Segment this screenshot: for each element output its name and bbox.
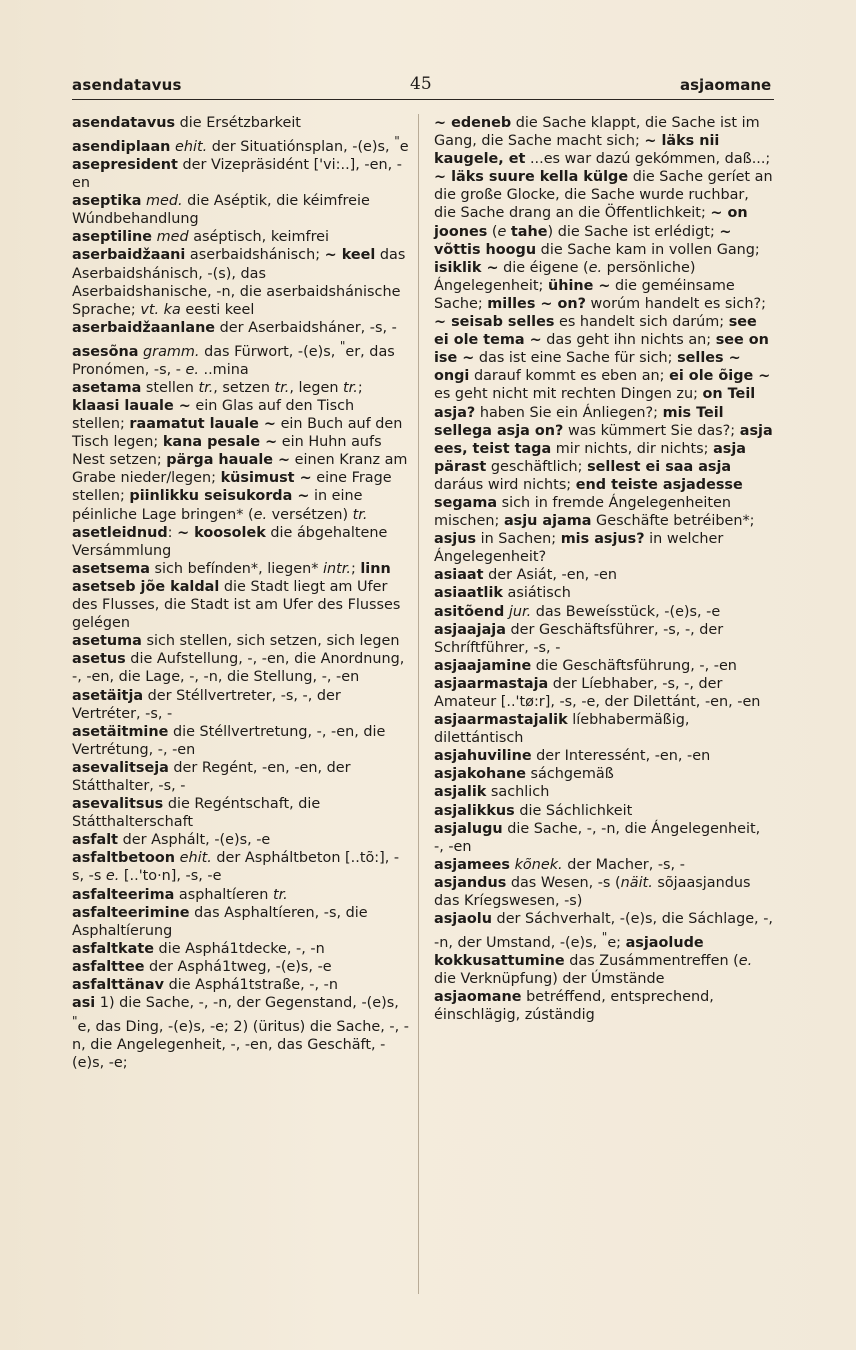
entry-headword: asfaltbetoon [72, 850, 176, 867]
entry-headword: asetus [72, 651, 126, 668]
entry-definition: der Asiát, -en, -en [483, 567, 618, 584]
entry-definition: 1) die Sache, -, -n, der Gegenstand, -(e)s, "e, das Ding, -(e)s, -e; 2) (üritus) die Sache, -, -n, die Angelegenheit, -, -en, das Geschäft, -(e)s, -e; [72, 995, 409, 1072]
column-divider [418, 114, 419, 1294]
entry-headword: asetama [72, 379, 142, 396]
dictionary-entry [434, 675, 774, 711]
dictionary-entry [72, 246, 410, 318]
entry-headword: asjalugu [434, 820, 503, 837]
entry-definition: die Asphá1tdecke, -, -n [153, 940, 325, 957]
entry-definition: med aséptisch, keimfrei [156, 229, 330, 246]
entry-definition: ehit. der Aspháltbeton [..tõ:], -s, -s e. [..'to·n], -s, -e [72, 850, 400, 885]
entry-definition: stellen tr., setzen tr., legen tr.; klaasi lauale ~ ein Glas auf den Tisch stellen; raamatut lauale ~ ein Buch auf den Tisch legen; kana pesale ~ ein Huhn aufs Nest setzen; pärga hauale ~ einen Kranz am Grabe nieder/legen; küsimust ~ eine Frage stellen; piinlikku seisukorda ~ in eine péinliche Lage bringen* (e. versétzen) tr. [72, 379, 408, 523]
entry-definition: der Asphá1tweg, -(e)s, -e [144, 958, 332, 975]
entry-definition: : ~ koosolek die ábgehaltene Versámmlung [72, 524, 388, 559]
dictionary-entry [72, 831, 410, 849]
dictionary-entry [72, 904, 410, 940]
entry-definition: kõnek. der Macher, -s, - [514, 856, 685, 873]
entry-definition: der Líebhaber, -s, -, der Amateur [..'tø:r], -s, -e, der Dilettánt, -en, -en [434, 675, 761, 710]
right-column [434, 114, 774, 1024]
entry-definition: die Sáchlichkeit [514, 802, 633, 819]
entry-definition: die Stéllvertretung, -, -en, die Vertrétung, -, -en [72, 723, 386, 758]
dictionary-entry [72, 976, 410, 994]
entry-definition: líebhabermäßig, dilettántisch [434, 712, 690, 747]
entry-headword: asendiplaan [72, 138, 171, 155]
entry-definition: der Asphált, -(e)s, -e [118, 832, 271, 849]
dictionary-entry [72, 319, 410, 337]
entry-definition: der Regént, -en, -en, der Státthalter, -s, - [72, 759, 351, 794]
left-column [72, 114, 410, 1072]
entry-definition: asiátisch [502, 585, 571, 602]
entry-headword: asiaat [434, 567, 484, 584]
entry-headword: asesõna [72, 343, 139, 360]
dictionary-entry [434, 657, 774, 675]
entry-definition: die Regéntschaft, die Státthalterschaft [72, 796, 321, 831]
entry-headword: asetleidnud [72, 524, 168, 541]
entry-definition: die Sache, -, -n, die Ángelegenheit, -, -en [434, 820, 761, 855]
dictionary-entry [72, 994, 410, 1072]
entry-headword: aseptika [72, 193, 142, 210]
entry-headword: asjalik [434, 784, 487, 801]
entry-definition: sich stellen, sich setzen, sich legen [141, 633, 400, 650]
dictionary-entry [72, 114, 410, 132]
entry-definition: die Geschäftsführung, -, -en [531, 657, 737, 674]
dictionary-entry [434, 856, 774, 874]
entry-definition: sachlich [486, 784, 550, 801]
entry-headword: asjahuviline [434, 748, 532, 765]
entry-headword: asjandus [434, 874, 507, 891]
dictionary-entry [434, 711, 774, 747]
entry-headword: asjaajaja [434, 621, 506, 638]
running-head-left: asendatavus [72, 76, 182, 94]
entry-headword: asjaajamine [434, 657, 532, 674]
entry-headword: asfalt [72, 832, 119, 849]
entry-definition: med. die Aséptik, die kéimfreie Wúndbehandlung [72, 193, 370, 228]
entry-definition: der Stéllvertreter, -s, -, der Vertréter, -s, - [72, 687, 341, 722]
entry-headword: asjaarmastajalik [434, 712, 568, 729]
dictionary-entry [72, 156, 410, 192]
entry-headword: asjaolu [434, 911, 492, 928]
header-rule [72, 99, 774, 100]
entry-headword: asjakohane [434, 766, 526, 783]
entry-definition: sich befínden*, liegen* intr.; linn asetseb jõe kaldal die Stadt liegt am Ufer des Flusses, die Stadt ist am Ufer des Flusses gelégen [72, 560, 401, 632]
entry-definition: die Ersétzbarkeit [175, 115, 301, 131]
dictionary-entry [72, 687, 410, 723]
entry-headword: asjamees [434, 856, 511, 873]
dictionary-entry [434, 584, 774, 602]
entry-headword: asetuma [72, 633, 142, 650]
entry-definition: der Vizepräsidént ['vi:..], -en, -en [72, 156, 402, 192]
entry-headword: asjaarmastaja [434, 675, 549, 692]
dictionary-entry [434, 820, 774, 856]
dictionary-entry [72, 886, 410, 904]
entry-definition: jur. das Beweísstück, -(e)s, -e [508, 603, 721, 620]
entry-definition: ehit. der Situatiónsplan, -(e)s, "e [175, 134, 409, 155]
dictionary-entry [72, 759, 410, 795]
entry-headword: asevalitsus [72, 796, 164, 813]
entry-definition: gramm. das Fürwort, -(e)s, "er, das Pronómen, -s, - e. ..mina [72, 338, 395, 378]
entry-definition: die Aufstellung, -, -en, die Anordnung, -, -en, die Lage, -, -n, die Stellung, -, -en [72, 651, 405, 686]
dictionary-entry [72, 379, 410, 524]
dictionary-entry [434, 566, 774, 584]
entry-definition: der Aserbaidsháner, -s, - [215, 319, 397, 336]
entry-headword: asi [72, 995, 96, 1012]
dictionary-entry [72, 723, 410, 759]
entry-definition: sáchgemäß [525, 766, 614, 783]
dictionary-entry [72, 524, 410, 560]
entry-definition: der Sáchverhalt, -(e)s, die Sáchlage, -, -n, der Umstand, -(e)s, "e; asjaolude kokkusattumine das Zusámmentreffen (e. die Verknüpfung) der Úmstände [434, 911, 773, 988]
entry-headword: asepresident [72, 156, 178, 173]
dictionary-entry [72, 849, 410, 885]
entry-headword: aserbaidžaani [72, 247, 186, 264]
dictionary-entry [434, 621, 774, 657]
dictionary-entry [434, 910, 774, 988]
entry-headword: asjalikkus [434, 802, 515, 819]
entry-headword: asetäitmine [72, 723, 169, 740]
dictionary-entry [434, 603, 774, 621]
entry-headword: asetäitja [72, 687, 144, 704]
entry-headword: asevalitseja [72, 759, 169, 776]
dictionary-entry [72, 337, 410, 379]
dictionary-entry [72, 132, 410, 156]
entry-headword: asjaomane [434, 989, 522, 1006]
dictionary-entry [434, 988, 774, 1024]
entry-headword: asitõend [434, 603, 505, 620]
dictionary-entry [72, 560, 410, 632]
dictionary-entry [72, 228, 410, 246]
dictionary-entry [72, 958, 410, 976]
dictionary-entry [72, 795, 410, 831]
entry-headword: asendatavus [72, 115, 176, 131]
page-number: 45 [410, 74, 432, 94]
entry-headword: asfaltkate [72, 940, 154, 957]
entry-definition: der Interessént, -en, -en [531, 748, 711, 765]
entry-definition: die Asphá1tstraße, -, -n [164, 977, 338, 993]
dictionary-entry [72, 192, 410, 228]
entry-definition: das Wesen, -s (näit. sõjaasjandus das Kríegswesen, -s) [434, 874, 751, 910]
entry-definition: betréffend, entsprechend, éinschlägig, zúständig [434, 989, 714, 1024]
dictionary-entry [434, 114, 774, 566]
dictionary-entry [72, 940, 410, 958]
entry-definition: der Geschäftsführer, -s, -, der Schríftführer, -s, - [434, 621, 724, 656]
entry-definition: aserbaidshánisch; ~ keel das Aserbaidshánisch, -(s), das Aserbaidshanische, -n, die aserbaidshánische Sprache; vt. ka eesti keel [72, 247, 406, 318]
dictionary-entry [72, 632, 410, 650]
dictionary-entry [434, 783, 774, 801]
entry-headword: asfalteerimine [72, 904, 190, 921]
dictionary-entry [434, 874, 774, 910]
entry-headword: asiaatlik [434, 585, 503, 602]
entry-headword: aserbaidžaanlane [72, 319, 216, 336]
dictionary-entry [434, 747, 774, 765]
entry-headword: asetsema [72, 560, 150, 577]
entry-definition: ~ edeneb die Sache klappt, die Sache ist im Gang, die Sache macht sich; ~ läks nii kaugele, et ...es war dazú gekómmen, daß...; ~ läks suure kella külge die Sache geríet an die große Glocke, die Sache wurde ruchbar, die Sache drang an die Öffentlichkeit; ~ on joones (e tahe) die Sache ist erlédigt; ~ võttis hoogu die Sache kam in vollen Gang; isiklik ~ die éigene (e. persönliche) Ángelegenheit; ühine ~ die geméinsame Sache; milles ~ on? worúm handelt es sich?; ~ seisab selles es handelt sich darúm; see ei ole tema ~ das geht ihn nichts an; see on ise ~ das ist eine Sache für sich; selles ~ ongi darauf kommt es eben an; ei ole õige ~ es geht nicht mit rechten Dingen zu; on Teil asja? haben Sie ein Ánliegen?; mis Teil sellega asja on? was kümmert Sie das?; asja ees, teist taga mir nichts, dir nichts; asja pärast geschäftlich; sellest ei saa asja daráus wird nichts; end teiste asjadesse segama sich in fremde Ángelegenheiten mischen; asju ajama Geschäfte betréiben*; asjus in Sachen; mis asjus? in welcher Ángelegenheit? [434, 115, 773, 566]
entry-headword: asfalteerima [72, 886, 175, 903]
dictionary-entry [434, 765, 774, 783]
entry-headword: asfalttänav [72, 977, 164, 993]
dictionary-entry [434, 802, 774, 820]
entry-headword: aseptiline [72, 229, 153, 246]
dictionary-entry [72, 650, 410, 686]
entry-definition: asphaltíeren tr. [174, 886, 288, 903]
entry-headword: asfalttee [72, 958, 145, 975]
entry-definition: das Asphaltíeren, -s, die Asphaltíerung [72, 904, 368, 939]
running-head-right: asjaomane [680, 76, 772, 94]
